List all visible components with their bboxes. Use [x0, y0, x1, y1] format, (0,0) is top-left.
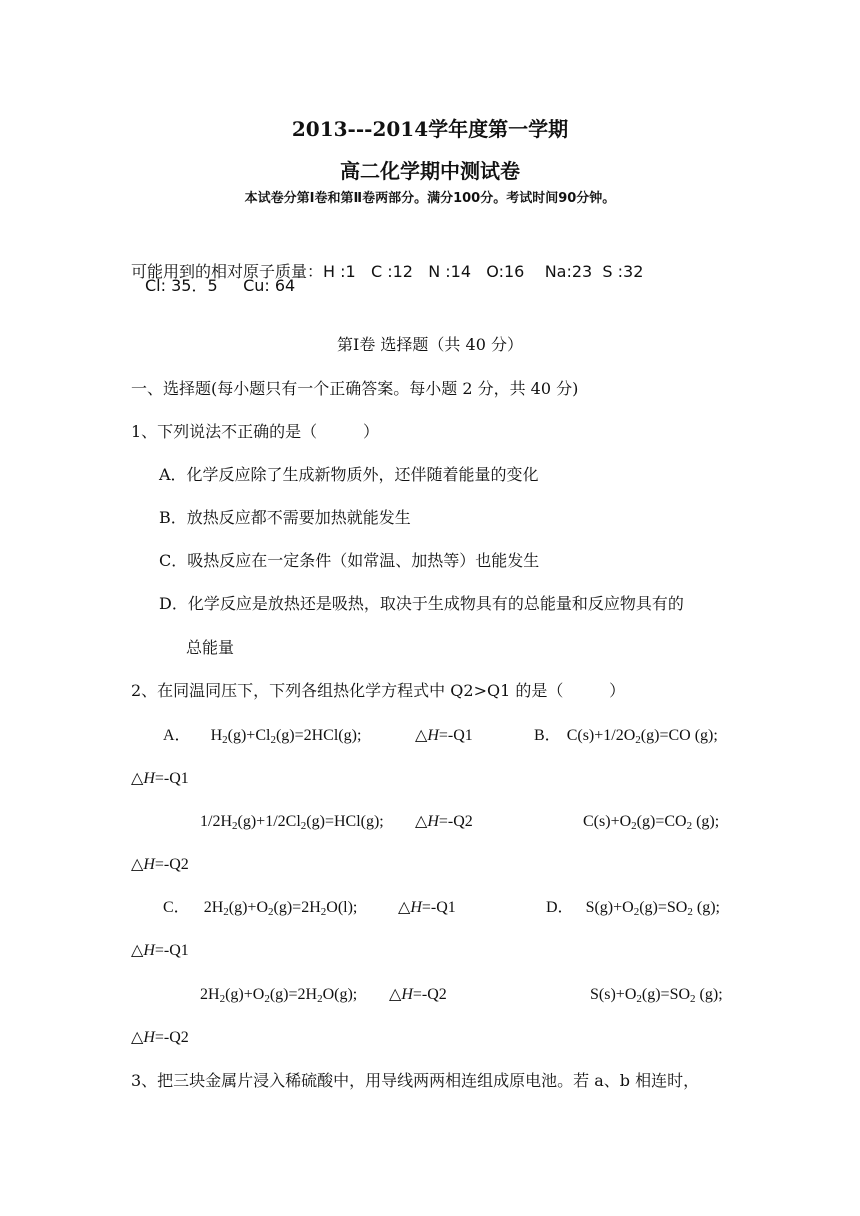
- q2-option-a-eq2: $1/2H_2(g)+1/2Cl_2(g)=HCl(g)$;: [200, 813, 384, 832]
- part1-instructions: 一、选择题(每小题只有一个正确答案。每小题 2 分，共 40 分): [131, 379, 579, 398]
- atomic-masses-1: H :1 C :12 N :14 O:16 Na:23 S :32: [323, 262, 644, 281]
- q2-option-c-dh1: △H=-Q1: [398, 899, 456, 916]
- exam-title: 2013---2014学年度第一学期: [291, 117, 569, 141]
- q2-label-b: B．: [534, 727, 561, 744]
- question-2-stem: 2、在同温同压下，下列各组热化学方程式中 Q2>Q1 的是（ ）: [131, 681, 626, 700]
- question-1-option-a: A．化学反应除了生成新物质外，还伴随着能量的变化: [159, 465, 539, 484]
- atomic-masses-2: Cl: 35．5 Cu: 64: [145, 276, 296, 295]
- q2-option-d-dh2: △H=-Q2: [131, 1029, 189, 1046]
- question-1-option-b: B．放热反应都不需要加热就能发生: [159, 508, 411, 527]
- q2-option-c-eq2: $2H_2(g)+O_2(g)=2H_2O(g)$;: [200, 986, 358, 1005]
- q2-option-c-dh2: △H=-Q2: [389, 986, 447, 1003]
- q2-option-c-eq1: C． $2H_2(g)+O_2(g)=2H_2O(l)$;: [163, 899, 358, 918]
- question-1-option-d: D．化学反应是放热还是吸热，取决于生成物具有的总能量和反应物具有的: [159, 594, 684, 613]
- question-3-stem: 3、把三块金属片浸入稀硫酸中，用导线两两相连组成原电池。若 a、b 相连时，: [131, 1071, 700, 1090]
- q2-label-a: A．: [163, 727, 191, 744]
- question-1-option-d-cont: 总能量: [186, 638, 235, 657]
- q2-option-b-dh2: △H=-Q2: [131, 856, 189, 873]
- q2-option-a-dh1: △H=-Q1: [415, 727, 473, 744]
- q2-option-a-eq1: A． $H_2(g)+Cl_2(g)=2HCl(g)$;: [163, 727, 362, 746]
- q2-label-d: D．: [546, 899, 574, 916]
- q2-option-b-dh1: △H=-Q1: [131, 770, 189, 787]
- part1-heading: 第Ⅰ卷 选择题（共 40 分）: [337, 335, 523, 354]
- exam-subtitle: 高二化学期中测试卷: [340, 159, 520, 183]
- q2-option-d-eq1: D． $S(g)+O_2(g)=SO_2$ (g);: [546, 899, 720, 918]
- question-1-stem: 1、下列说法不正确的是（ ）: [131, 422, 379, 441]
- q2-option-a-dh2: △H=-Q2: [415, 813, 473, 830]
- question-1-option-c: C．吸热反应在一定条件（如常温、加热等）也能发生: [159, 551, 540, 570]
- q2-option-b-eq1: B． $C(s)+1/2O_2(g)=CO$ (g);: [534, 727, 718, 746]
- atomic-mass-prefix: 可能用到的相对原子质量：: [131, 262, 324, 281]
- q2-label-c: C．: [163, 899, 190, 916]
- q2-option-d-eq2: $S(s)+O_2(g)=SO_2$ (g);: [590, 986, 723, 1005]
- q2-option-b-eq2: $C(s)+O_2(g)=CO_2$ (g);: [583, 813, 720, 832]
- q2-option-d-dh1: △H=-Q1: [131, 942, 189, 959]
- exam-note: 本试卷分第Ⅰ卷和第Ⅱ卷两部分。满分100分。考试时间90分钟。: [244, 191, 616, 206]
